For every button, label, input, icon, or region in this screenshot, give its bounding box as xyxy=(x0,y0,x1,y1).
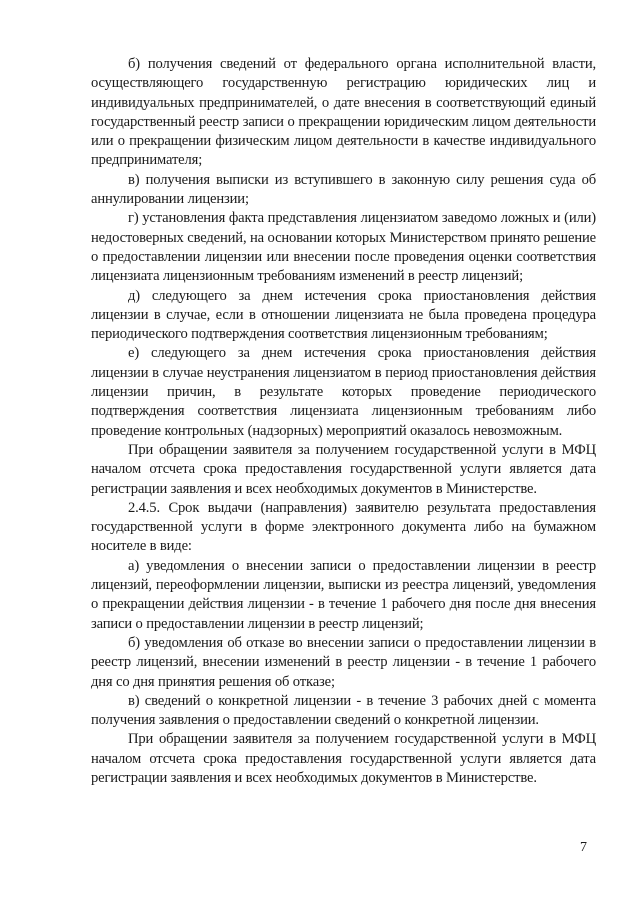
paragraph-b-refusal-notification: б) уведомления об отказе во внесении записи о предоставлении лицензии в реестр лицензий, внесении изменений в реестр лицензии - в течение 1 рабочего дня со дня принятия решения об отказе; xyxy=(91,634,596,690)
paragraph-v-license-info: в) сведений о конкретной лицензии - в течение 3 рабочих дней с момента получения заявления о предоставлении сведений о конкретной лицензии. xyxy=(91,692,596,729)
paragraph-2-4-5-issue-term: 2.4.5. Срок выдачи (направления) заявителю результата предоставления государственной услуги в форме электронного документа либо на бумажном носителе в виде: xyxy=(91,499,596,555)
paragraph-a-notification-record: а) уведомления о внесении записи о предоставлении лицензии в реестр лицензий, переоформлении лицензии, выписки из реестра лицензий, уведомления о прекращении действия лицензии - в течение 1 рабочего дня после дня внесения записи о предоставлении лицензии в реестр лицензий; xyxy=(91,557,596,632)
paragraph-e-suspension-not-eliminated: е) следующего за днем истечения срока приостановления действия лицензии в случае неустранения лицензиатом в период приостановления действия лицензии причин, в результате которых проведение периодического подтверждения соответствия лицензиата лицензионным требованиям либо проведение контрольных (надзорных) мероприятий оказалось невозможным. xyxy=(91,345,596,439)
paragraph-mfc-start-date: При обращении заявителя за получением государственной услуги в МФЦ началом отсчета срока предоставления государственной услуги является дата регистрации заявления и всех необходимых документов в Министерстве. xyxy=(91,441,596,497)
paragraph-v-court-decision: в) получения выписки из вступившего в законную силу решения суда об аннулировании лицензии; xyxy=(91,171,596,208)
paragraph-mfc-start-date-repeat: При обращении заявителя за получением государственной услуги в МФЦ началом отсчета срока предоставления государственной услуги является дата регистрации заявления и всех необходимых документов в Министерстве. xyxy=(91,731,596,786)
paragraph-d-suspension-no-confirmation: д) следующего за днем истечения срока приостановления действия лицензии в случае, если в отношении лицензиата не была проведена процедура периодического подтверждения соответствия лицензионным требованиям; xyxy=(91,287,596,343)
page-number: 7 xyxy=(580,840,587,855)
paragraph-g-false-info: г) установления факта представления лицензиатом заведомо ложных и (или) недостоверных сведений, на основании которых Министерством принято решение о предоставлении лицензии или внесении после проведения оценки соответствия лицензиата лицензионным требованиям изменений в реестр лицензий; xyxy=(91,210,596,285)
paragraph-b-egrul-info: б) получения сведений от федерального органа исполнительной власти, осуществляющего государственную регистрацию юридических лиц и индивидуальных предпринимателей, о дате внесения в соответствующий единый государственный реестр записи о прекращении юридическим лицом деятельности или о прекращении физическим лицом деятельности в качестве индивидуального предпринимателя; xyxy=(91,56,596,169)
document-body xyxy=(91,55,596,788)
